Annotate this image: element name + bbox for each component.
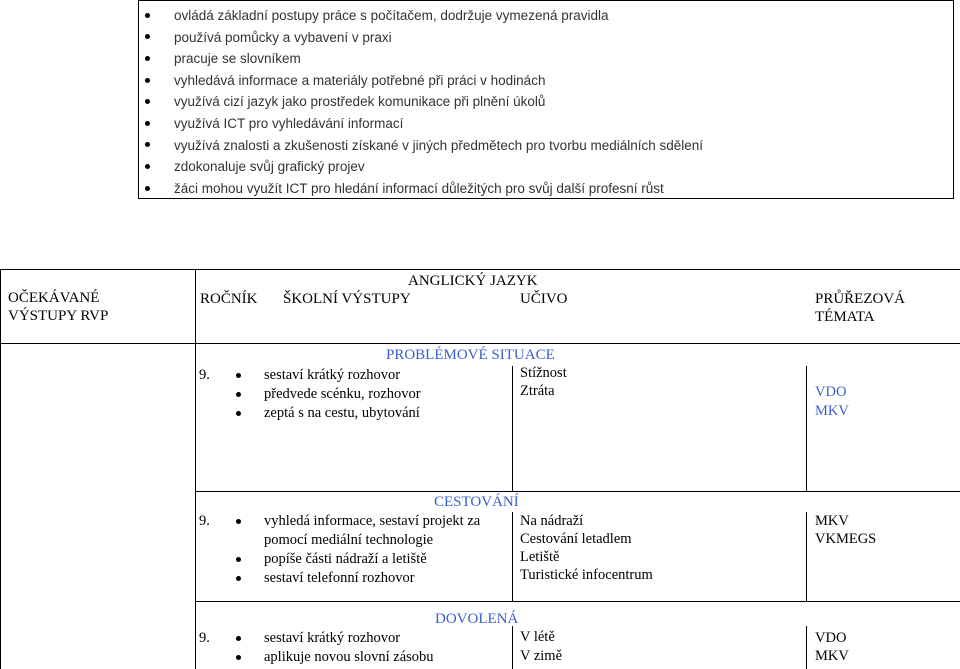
curriculum-item: Ztráta	[520, 383, 555, 399]
table-border-left	[0, 269, 1, 669]
grade-value: 9.	[199, 513, 210, 529]
table-border-top	[0, 269, 960, 270]
grade-value: 9.	[199, 367, 210, 383]
section-title: PROBLÉMOVÉ SITUACE	[386, 347, 555, 363]
competence-item: vyhledává informace a materiály potřebné při práci v hodinách	[174, 70, 703, 92]
row-divider-2	[195, 601, 960, 602]
outcome-item: aplikuje novou slovní zásobu	[264, 649, 434, 665]
competence-item: žáci mohou využít ICT pro hledání informací důležitých pro svůj další profesní růst	[174, 178, 703, 200]
curriculum-item: V zimě	[520, 648, 563, 664]
outcome-item: vyhledá informace, sestaví projekt za	[264, 513, 481, 529]
competence-item: ovládá základní postupy práce s počítačem, dodržuje vymezená pravidla	[174, 5, 703, 27]
column-divider-curriculum-2	[512, 512, 513, 601]
header-expected-line1: OČEKÁVANÉ	[8, 290, 100, 306]
curriculum-item: Turistické infocentrum	[520, 567, 653, 583]
curriculum-item: Na nádraží	[520, 513, 584, 529]
header-outcomes: ŠKOLNÍ VÝSTUPY	[283, 291, 411, 307]
theme-item: MKV	[815, 513, 849, 529]
outcome-item-continuation: pomocí mediální technologie	[264, 532, 434, 548]
grade-value: 9.	[199, 630, 210, 646]
section-title: CESTOVÁNÍ	[434, 494, 519, 510]
curriculum-item: Stížnost	[520, 365, 567, 381]
outcomes-list	[264, 629, 434, 667]
header-themes-line2: TÉMATA	[815, 309, 875, 325]
theme-item: VDO	[815, 384, 847, 400]
outcomes-list	[264, 512, 480, 588]
column-divider-themes-2	[806, 512, 807, 601]
theme-item: VDO	[815, 630, 847, 646]
curriculum-item: V létě	[520, 629, 555, 645]
outcome-item: předvede scénku, rozhovor	[264, 386, 421, 402]
curriculum-item: Cestování letadlem	[520, 531, 632, 547]
theme-item: MKV	[815, 403, 849, 419]
top-box-border-right	[953, 0, 954, 199]
theme-item: VKMEGS	[815, 531, 877, 547]
top-box-border-left	[138, 0, 139, 199]
competence-item: využívá znalosti a zkušenosti získané v jiných předmětech pro tvorbu mediálních sdělení	[174, 135, 703, 157]
column-divider-expected	[195, 269, 196, 669]
outcome-item: sestaví telefonní rozhovor	[264, 569, 480, 588]
outcome-item: popíše části nádraží a letiště	[264, 550, 480, 569]
competence-item: používá pomůcky a vybavení v praxi	[174, 27, 703, 49]
column-divider-themes-3	[806, 626, 807, 669]
outcome-item	[264, 531, 480, 550]
curriculum-item: Letiště	[520, 549, 560, 565]
column-divider-curriculum-3	[512, 626, 513, 669]
header-curriculum: UČIVO	[520, 291, 568, 307]
outcomes-list	[264, 366, 421, 423]
theme-item: MKV	[815, 648, 849, 664]
outcome-item: zeptá s na cestu, ubytování	[264, 405, 420, 421]
competence-item: zdokonaluje svůj grafický projev	[174, 156, 703, 178]
competence-list	[174, 5, 703, 199]
outcome-item: sestaví krátký rozhovor	[264, 629, 434, 648]
subject-title: ANGLICKÝ JAZYK	[408, 273, 538, 289]
header-expected-line2: VÝSTUPY RVP	[8, 308, 109, 324]
section-title: DOVOLENÁ	[435, 611, 519, 627]
header-grade: ROČNÍK	[200, 291, 258, 307]
top-box-border-top	[138, 0, 954, 1]
table-header-bottom	[0, 343, 960, 344]
row-divider-1	[195, 491, 960, 492]
header-themes-line1: PRŮŘEZOVÁ	[815, 291, 906, 307]
column-divider-themes-1	[806, 366, 807, 491]
column-divider-curriculum-1	[512, 366, 513, 491]
competence-item: pracuje se slovníkem	[174, 48, 703, 70]
outcome-item: sestaví krátký rozhovor	[264, 366, 421, 385]
competence-item: využívá ICT pro vyhledávání informací	[174, 113, 703, 135]
competence-item: využívá cizí jazyk jako prostředek komunikace při plnění úkolů	[174, 91, 703, 113]
